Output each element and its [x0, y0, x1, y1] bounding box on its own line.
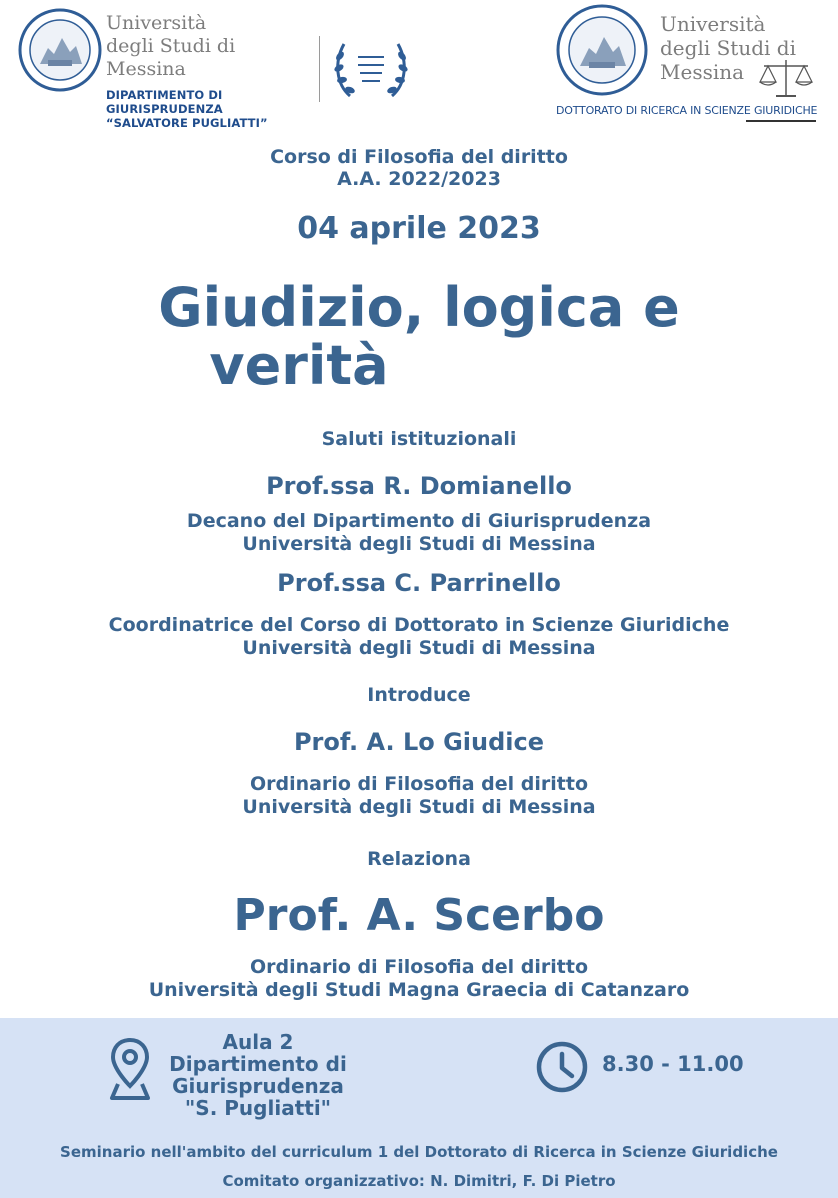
- university-name-line3: Messina: [106, 58, 186, 80]
- speaker-domianello-name: Prof.ssa R. Domianello: [266, 472, 572, 500]
- main-speaker-name: Prof. A. Scerbo: [233, 890, 605, 941]
- venue-line3: Giurisprudenza: [172, 1074, 344, 1098]
- event-title-line1: Giudizio, logica e: [158, 276, 680, 339]
- greetings-heading: Saluti istituzionali: [321, 428, 517, 450]
- excellence-laurel-icon: [330, 32, 412, 104]
- doctorate-name: DOTTORATO DI RICERCA IN SCIENZE GIURIDICHE: [556, 104, 818, 117]
- university-name-line1: Università: [106, 12, 207, 34]
- header-left-logo: [18, 8, 318, 130]
- course-name: Corso di Filosofia del diritto: [270, 146, 568, 168]
- introducer-role: Ordinario di Filosofia del diritto: [249, 773, 589, 795]
- speaker-parrinello-name: Prof.ssa C. Parrinello: [277, 569, 561, 597]
- main-speaker-role: Ordinario di Filosofia del diritto: [249, 956, 589, 978]
- clock-icon: [535, 1040, 589, 1094]
- academic-year: A.A. 2022/2023: [337, 168, 501, 190]
- introducer-affiliation: Università degli Studi di Messina: [242, 796, 596, 818]
- scales-of-justice-icon: [758, 56, 814, 102]
- speaker-parrinello-role: Coordinatrice del Corso di Dottorato in Scienze Giuridiche: [108, 614, 730, 636]
- event-date: 04 aprile 2023: [297, 211, 541, 246]
- organizing-committee: Comitato organizzativo: N. Dimitri, F. Di Pietro: [222, 1172, 616, 1190]
- introduction-heading: Introduce: [367, 684, 471, 706]
- seminar-note: Seminario nell'ambito del curriculum 1 del Dottorato di Ricerca in Scienze Giuridiche: [60, 1143, 778, 1161]
- department-subname: “SALVATORE PUGLIATTI”: [106, 116, 268, 130]
- venue-line2: Dipartimento di: [169, 1052, 347, 1076]
- speaker-parrinello-affiliation: Università degli Studi di Messina: [242, 637, 596, 659]
- header-divider: [319, 36, 320, 102]
- university-seal-icon: [18, 8, 102, 92]
- doctorate-underline: [746, 120, 816, 122]
- venue-line4: "S. Pugliatti": [184, 1096, 332, 1120]
- venue-room: Aula 2: [222, 1030, 294, 1054]
- event-title-line2: verità: [209, 334, 389, 397]
- university-seal-right-icon: [556, 4, 648, 96]
- header-right-logo: [556, 4, 818, 122]
- event-time: 8.30 - 11.00: [602, 1052, 744, 1076]
- university-name-right-line3: Messina: [660, 60, 745, 84]
- university-name-line2: degli Studi di: [106, 35, 236, 57]
- university-name-right-line1: Università: [660, 12, 766, 36]
- university-name-right-line2: degli Studi di: [660, 36, 796, 60]
- speaker-domianello-role: Decano del Dipartimento di Giurisprudenza: [186, 510, 652, 532]
- main-speaker-affiliation: Università degli Studi Magna Graecia di Catanzaro: [148, 979, 690, 1001]
- map-pin-icon: [108, 1036, 152, 1102]
- speaker-domianello-affiliation: Università degli Studi di Messina: [242, 533, 596, 555]
- introducer-name: Prof. A. Lo Giudice: [293, 728, 545, 756]
- department-name: DIPARTIMENTO DI GIURISPRUDENZA: [106, 88, 223, 116]
- speaker-heading: Relaziona: [367, 848, 471, 870]
